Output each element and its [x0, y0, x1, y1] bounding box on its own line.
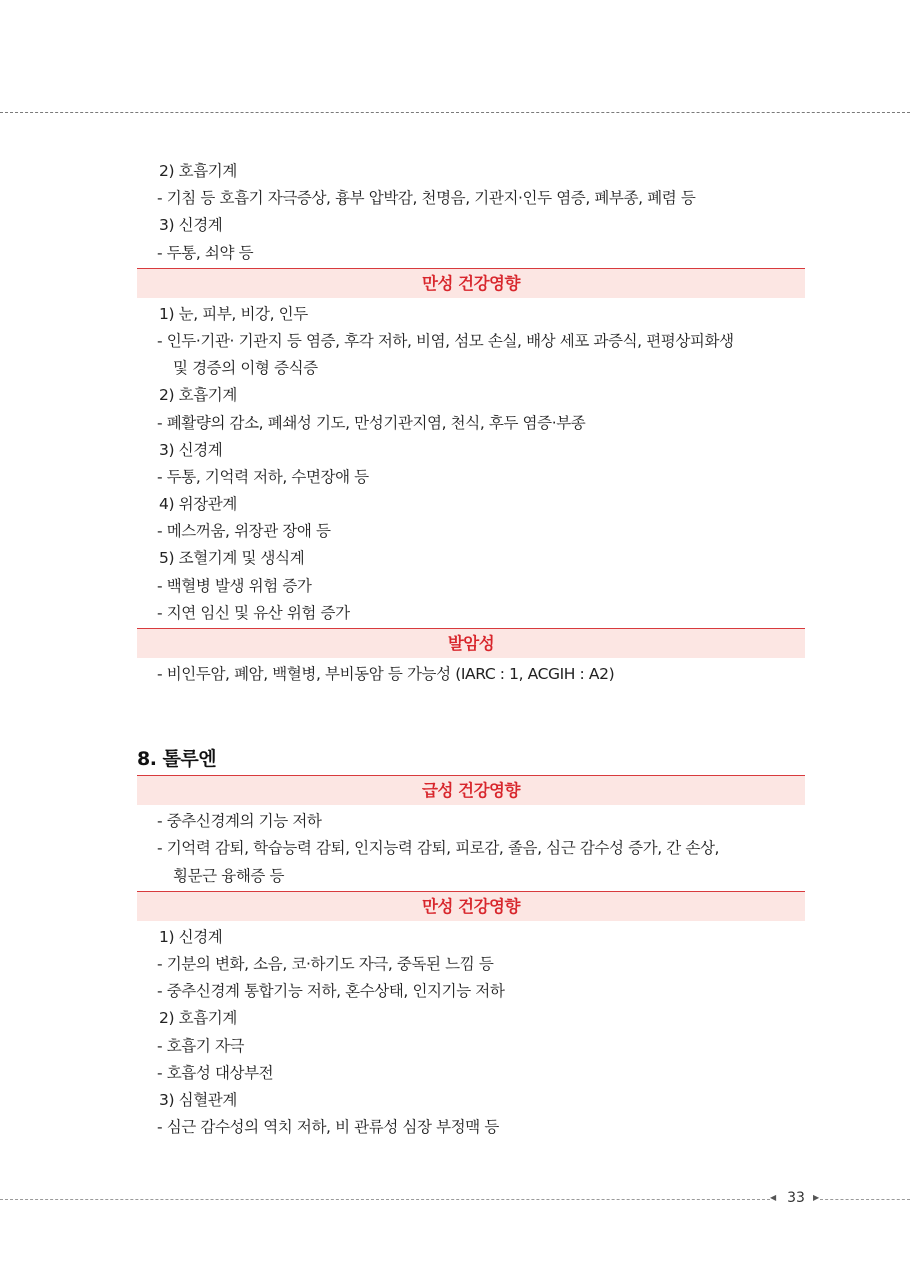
numbered-heading: 3) 신경계 — [159, 216, 223, 235]
document-body — [137, 158, 805, 1141]
bullet-item: - 심근 감수성의 역치 저하, 비 관류성 심장 부정맥 등 — [157, 1118, 499, 1137]
page-number: 33 — [787, 1190, 805, 1206]
numbered-heading: 2) 호흡기계 — [159, 386, 237, 405]
footer-arrow-right-icon: ▶ — [813, 1193, 820, 1202]
numbered-heading: 4) 위장관계 — [159, 495, 237, 514]
bullet-item: - 기억력 감퇴, 학습능력 감퇴, 인지능력 감퇴, 피로감, 졸음, 심근 감수성 증가, 간 손상, — [157, 839, 720, 858]
bullet-item: - 백혈병 발생 위험 증가 — [157, 576, 312, 595]
footer-divider-right — [820, 1199, 910, 1200]
footer-arrow-left-icon: ◀ — [770, 1193, 777, 1202]
bullet-item: - 지연 임신 및 유산 위험 증가 — [157, 603, 350, 622]
chapter-title: 8. 톨루엔 — [137, 748, 217, 771]
bullet-continuation: 및 경증의 이형 증식증 — [173, 359, 318, 378]
bullet-item: - 기침 등 호흡기 자극증상, 흉부 압박감, 천명음, 기관지·인두 염증, 폐부종, 폐렴 등 — [157, 189, 696, 208]
bullet-item: - 호흡기 자극 — [157, 1036, 245, 1055]
bullet-item: - 메스꺼움, 위장관 장애 등 — [157, 522, 331, 541]
bullet-item: - 비인두암, 폐암, 백혈병, 부비동암 등 가능성 (IARC : 1, ACGIH : A2) — [157, 665, 615, 683]
numbered-heading: 5) 조혈기계 및 생식계 — [159, 549, 305, 568]
numbered-heading: 1) 신경계 — [159, 927, 223, 946]
section-header-bar: 발암성 — [137, 628, 805, 658]
bullet-item: - 폐활량의 감소, 폐쇄성 기도, 만성기관지염, 천식, 후두 염증·부종 — [157, 413, 586, 432]
bullet-item: - 인두·기관· 기관지 등 염증, 후각 저하, 비염, 섬모 손실, 배상 세포 과증식, 편평상피화생 — [157, 331, 734, 350]
bullet-item: - 두통, 기억력 저하, 수면장애 등 — [157, 467, 369, 486]
section-header-bar: 만성 건강영향 — [137, 268, 805, 298]
bullet-item: - 두통, 쇠약 등 — [157, 243, 254, 262]
numbered-heading: 1) 눈, 피부, 비강, 인두 — [159, 304, 308, 323]
bullet-continuation: 횡문근 융해증 등 — [173, 866, 285, 885]
bullet-item: - 호흡성 대상부전 — [157, 1063, 274, 1082]
header-divider — [0, 112, 910, 113]
numbered-heading: 2) 호흡기계 — [159, 1009, 237, 1028]
footer-divider-left — [0, 1199, 770, 1200]
bullet-item: - 기분의 변화, 소음, 코·하기도 자극, 중독된 느낌 등 — [157, 954, 494, 973]
numbered-heading: 2) 호흡기계 — [159, 162, 237, 180]
bullet-item: - 중추신경계의 기능 저하 — [157, 812, 322, 831]
section-header-bar: 만성 건강영향 — [137, 891, 805, 921]
numbered-heading: 3) 심혈관계 — [159, 1090, 237, 1109]
section-header-bar: 급성 건강영향 — [137, 775, 805, 805]
numbered-heading: 3) 신경계 — [159, 440, 223, 459]
bullet-item: - 중추신경계 통합기능 저하, 혼수상태, 인지기능 저하 — [157, 982, 505, 1001]
